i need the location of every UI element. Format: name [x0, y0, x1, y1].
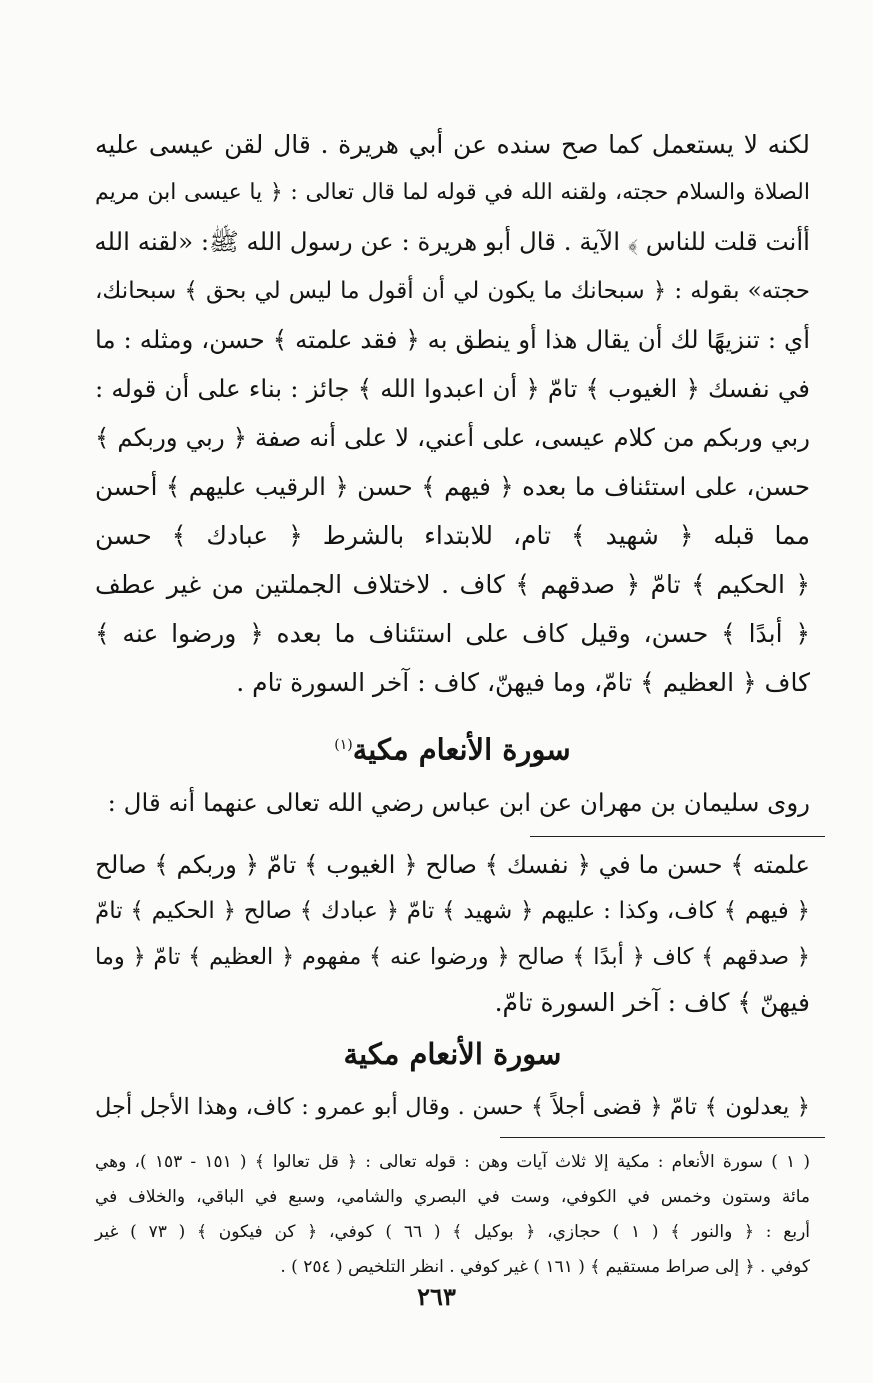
- section-divider: [530, 836, 825, 837]
- text-line: علمته ﴾ حسن ما في ﴿ نفسك ﴾ صالح ﴿ الغيوب ﴾ تامّ ﴿ وربكم ﴾ صالح: [95, 850, 810, 879]
- text-line: فيهنّ ﴾ كاف : آخر السورة تامّ.: [494, 988, 810, 1017]
- footnote-divider: [500, 1137, 825, 1138]
- intro-line: روى سليمان بن مهران عن ابن عباس رضي الله تعالى عنهما أنه قال :: [107, 788, 810, 817]
- text-line: ﴿ صدقهم ﴾ كاف ﴿ أبدًا ﴾ صالح ﴿ ورضوا عنه ﴾ مفهوم ﴿ العظيم ﴾ تامّ ﴿ وما: [95, 944, 810, 970]
- footnote-line: كوفي . ﴿ إلى صراط مستقيم ﴾ ( ١٦١ ) غير كوفي . انظر التلخيص ( ٢٥٤ ) .: [280, 1257, 810, 1277]
- footnote-line: أربع : ﴿ والنور ﴾ ( ١ ) حجازي، ﴿ بوكيل ﴾ ( ٦٦ ) كوفي، ﴿ كن فيكون ﴾ ( ٧٣ ) غير: [95, 1222, 811, 1242]
- page-number: ٢٦٣: [417, 1282, 456, 1311]
- text-line: مما قبله ﴿ شهيد ﴾ تام، للابتداء بالشرط ﴿ عبادك ﴾ حسن: [95, 521, 810, 550]
- surah-heading-2: سورة الأنعام مكية: [343, 1037, 562, 1071]
- text-line: ﴿ يعدلون ﴾ تامّ ﴿ قضى أجلاً ﴾ حسن . وقال أبو عمرو : كاف، وهذا الأجل أجل: [95, 1094, 810, 1120]
- text-line: لكنه لا يستعمل كما صح سنده عن أبي هريرة . قال لقن عيسى عليه: [95, 130, 810, 159]
- text-line: الصلاة والسلام حجته، ولقنه الله في قوله لما قال تعالى : ﴿ يا عيسى ابن مريم: [95, 180, 810, 205]
- text-line: أي : تنزيهًا لك أن يقال هذا أو ينطق به ﴿ فقد علمته ﴾ حسن، ومثله : ما: [95, 325, 810, 354]
- text-line: ﴿ أبدًا ﴾ حسن، وقيل كاف على استئناف ما بعده ﴿ ورضوا عنه ﴾: [95, 619, 810, 648]
- text-line: حجته» بقوله : ﴿ سبحانك ما يكون لي أن أقول ما ليس لي بحق ﴾ سبحانك،: [95, 278, 810, 304]
- text-line: ربي وربكم من كلام عيسى، على أعني، لا على أنه صفة ﴿ ربي وربكم ﴾: [95, 423, 810, 452]
- footnote-line: ( ١ ) سورة الأنعام : مكية إلا ثلاث آيات وهن : قوله تعالى : ﴿ قل تعالوا ﴾ ( ١٥١ - ١٥٣ )، وهي: [95, 1152, 810, 1172]
- text-line: حسن، على استئناف ما بعده ﴿ فيهم ﴾ حسن ﴿ الرقيب عليهم ﴾ أحسن: [95, 472, 810, 501]
- text-line: أأنت قلت للناس ﴾ الآية . قال أبو هريرة : عن رسول الله ﷺ: «لقنه الله: [94, 227, 810, 256]
- footnote-mark: (١): [334, 737, 353, 753]
- footnote-line: مائة وستون وخمس في الكوفي، وست في البصري والشامي، وسبع في الباقي، والخلاف في: [95, 1187, 810, 1207]
- text-line: كاف ﴿ العظيم ﴾ تامّ، وما فيهنّ، كاف : آخر السورة تام .: [236, 668, 810, 697]
- text-line: في نفسك ﴿ الغيوب ﴾ تامّ ﴿ أن اعبدوا الله ﴾ جائز : بناء على أن قوله :: [95, 374, 810, 403]
- text-line: ﴿ فيهم ﴾ كاف، وكذا : عليهم ﴿ شهيد ﴾ تامّ ﴿ عبادك ﴾ صالح ﴿ الحكيم ﴾ تامّ: [95, 898, 810, 924]
- surah-heading-1: [95, 727, 810, 768]
- text-line: ﴿ الحكيم ﴾ تامّ ﴿ صدقهم ﴾ كاف . لاختلاف الجملتين من غير عطف: [95, 570, 810, 599]
- heading-title: سورة الأنعام مكية: [352, 732, 571, 767]
